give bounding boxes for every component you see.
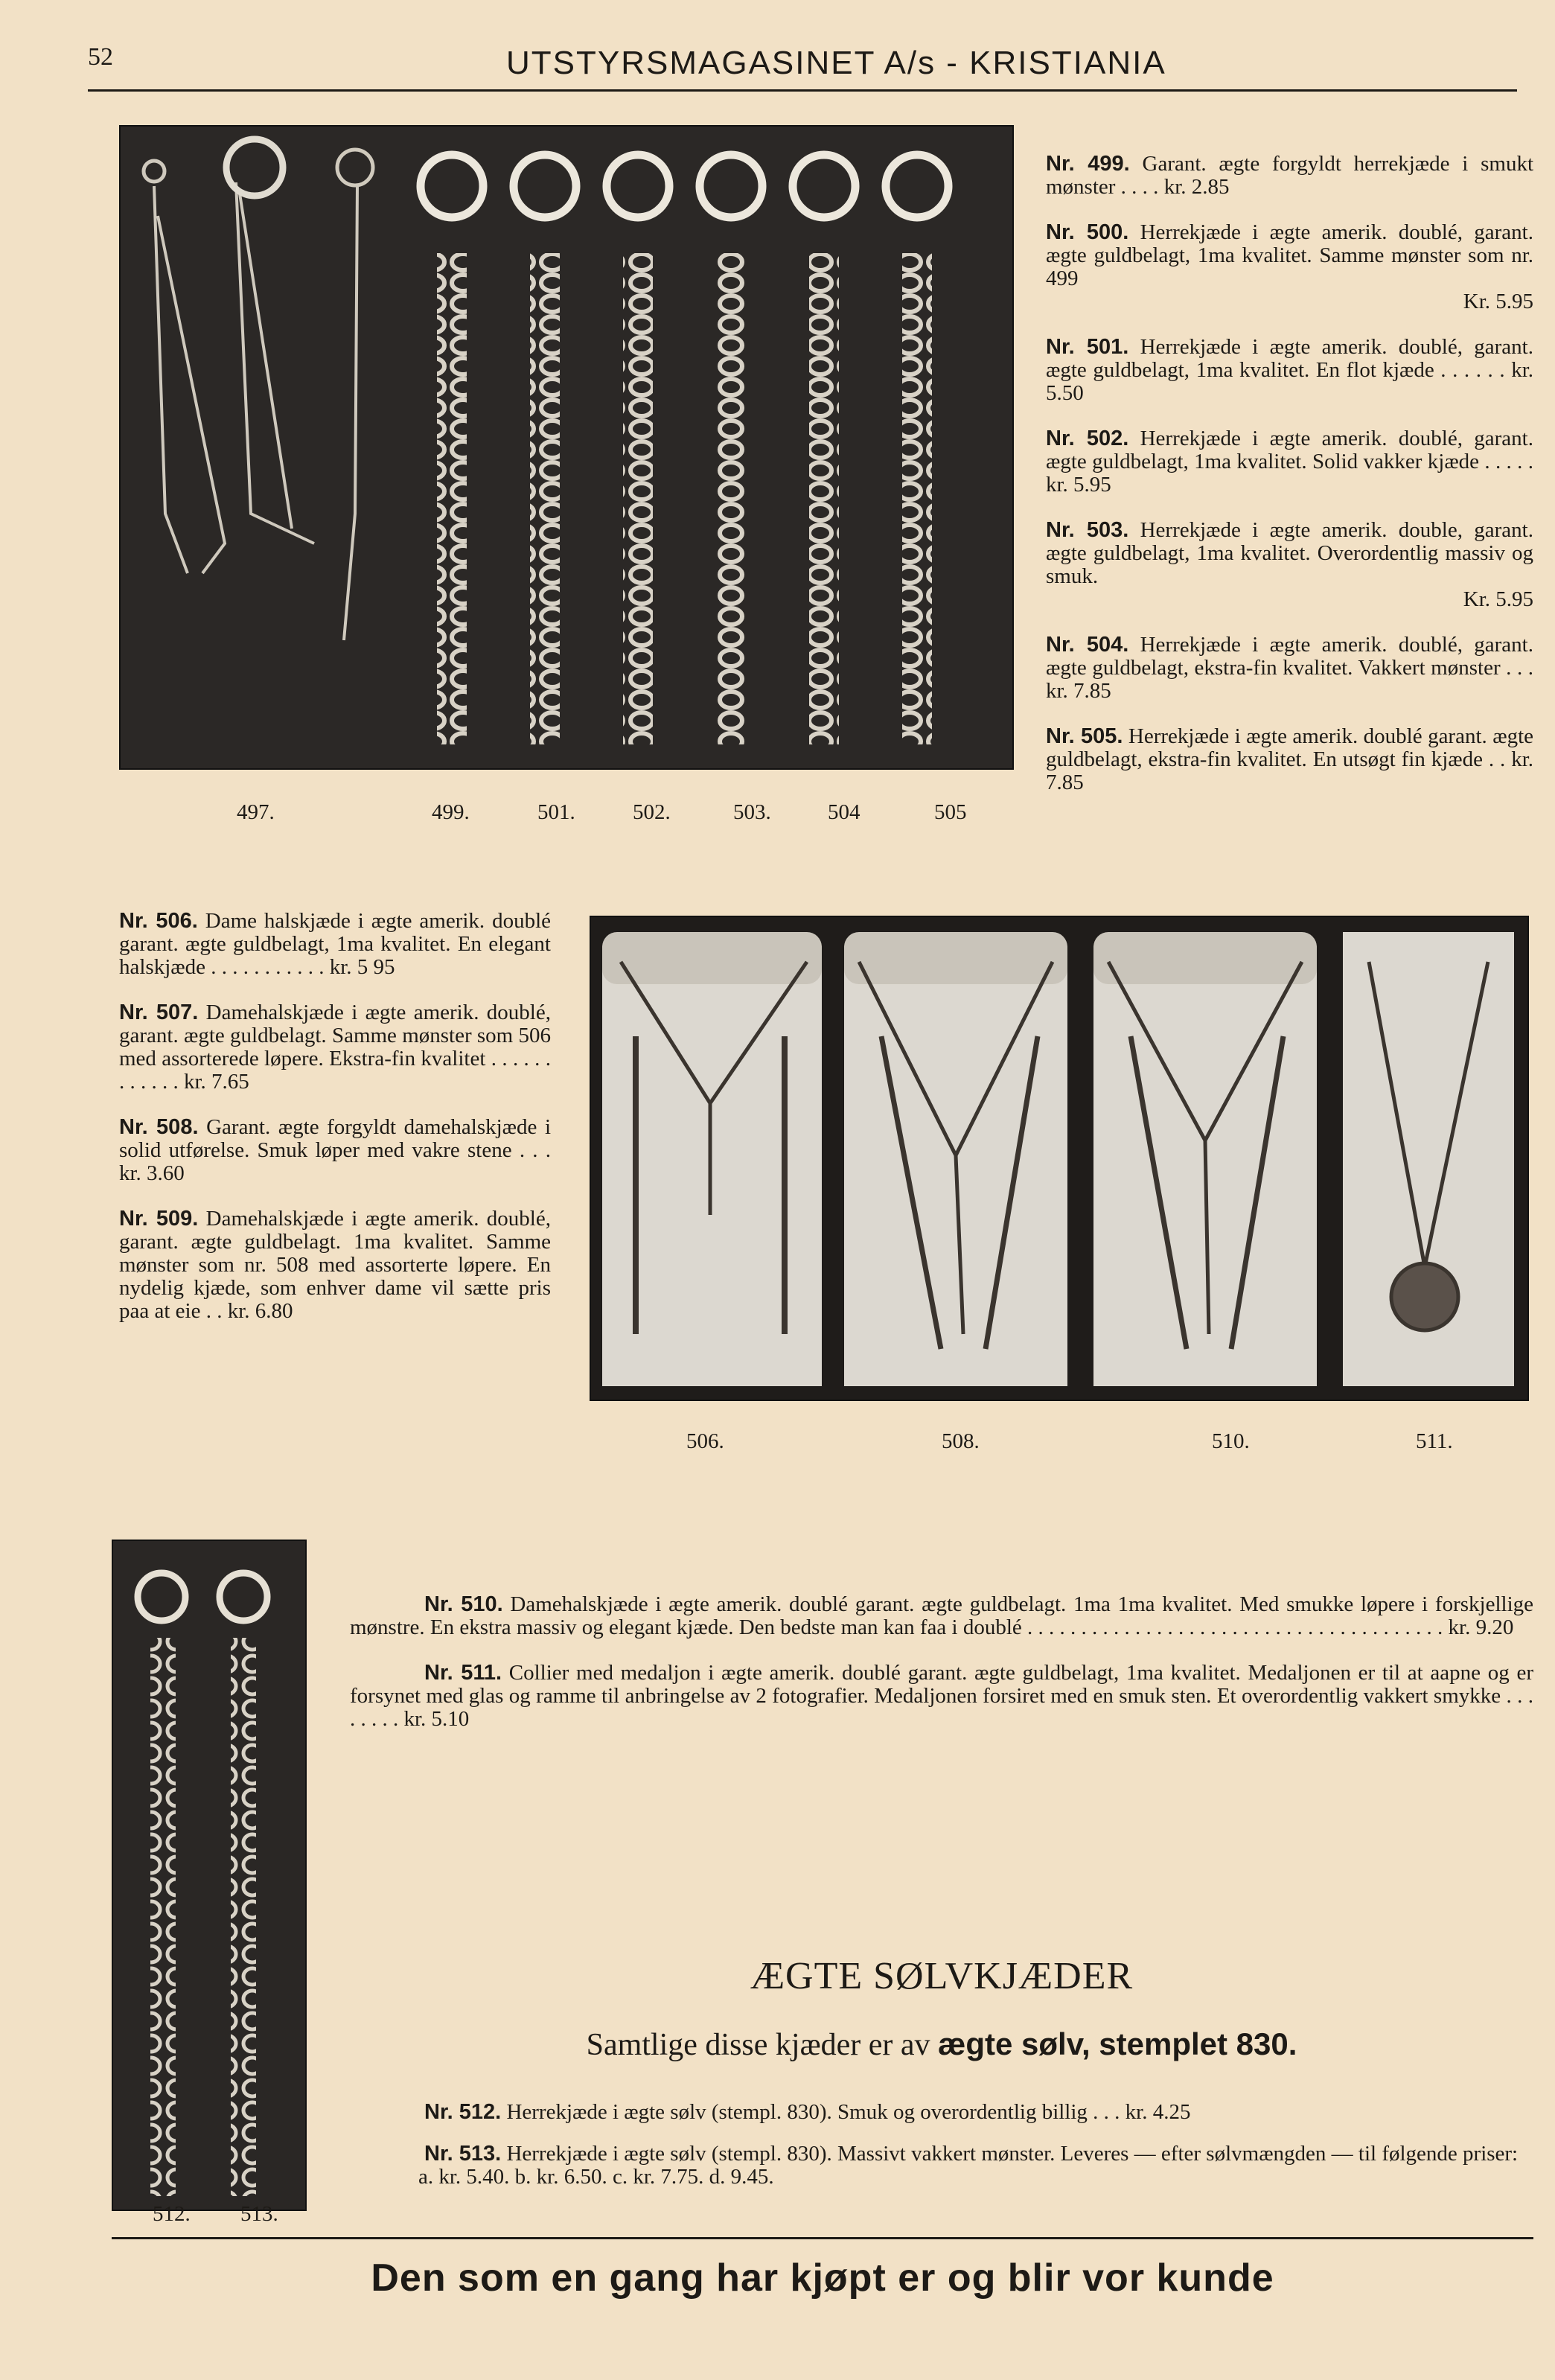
page-number: 52 (88, 43, 113, 71)
product-501: Nr. 501. Herrekjæde i ægte amerik. doublé, garant. ægte guldbelagt, 1ma kvalitet. En flot kjæde . . . . . . kr. 5.50 (1046, 335, 1534, 405)
product-511: Nr. 511. Collier med medaljon i ægte amerik. doublé garant. ægte guldbelagt, 1ma kvalitet. Medaljonen er til at aapne og er forsynet med glas og ramme til anbringelse av 2 fotografier. Medaljonen forsiret med en smuk sten. Et overordentlig vakkert smykke . . . . . . . . kr. 5.10 (350, 1661, 1533, 1731)
caption-510: 510. (1212, 1429, 1250, 1453)
product-510: Nr. 510. Damehalskjæde i ægte amerik. doublé garant. ægte guldbelagt. 1ma 1ma kvalitet. Med smukke løpere i forskjellige mønstre. En ekstra massiv og elegant kjæde. Den bedste man kan faa i doublé . . . . . . . . . . . . . . . . . . . . . . . . . . . . . . . . . . . . . . . kr. 9.20 (350, 1592, 1534, 1639)
caption-508: 508. (942, 1429, 980, 1453)
header-rule (88, 89, 1517, 92)
product-502: Nr. 502. Herrekjæde i ægte amerik. doublé, garant. ægte guldbelagt, 1ma kvalitet. Solid vakker kjæde . . . . . kr. 5.95 (1046, 427, 1533, 497)
product-list-lower (350, 1593, 1533, 1753)
silver-subheading: Samtlige disse kjæder er av ægte sølv, stemplet 830. (586, 2026, 1297, 2062)
footer-rule (112, 2237, 1533, 2239)
product-513-prices: a. kr. 5.40. b. kr. 6.50. c. kr. 7.75. d. 9.45. (418, 2165, 774, 2189)
product-512: Nr. 512. Herrekjæde i ægte sølv (stempl. 830). Smuk og overordentlig billig . . . kr. 4.25 (424, 2100, 1191, 2124)
photo-ladies-necklaces (590, 916, 1529, 1401)
product-503: Nr. 503. Herrekjæde i ægte amerik. double, garant. ægte guldbelagt, 1ma kvalitet. Overordentlig massiv og smuk. Kr. 5.95 (1046, 518, 1533, 611)
caption-505: 505 (934, 800, 967, 824)
product-509: Nr. 509. Damehalskjæde i ægte amerik. doublé, garant. ægte guldbelagt. 1ma kvalitet. Samme mønster som nr. 508 med assorterte løpere. En nydelig kjæde, som enhver dame vil sætte pris paa at eie . . kr. 6.80 (119, 1207, 551, 1323)
caption-497: 497. (237, 800, 275, 824)
caption-511: 511. (1416, 1429, 1453, 1453)
product-list-top (1046, 153, 1533, 817)
product-500: Nr. 500. Herrekjæde i ægte amerik. doublé, garant. ægte guldbelagt, 1ma kvalitet. Samme mønster som nr. 499 Kr. 5.95 (1046, 220, 1533, 313)
silver-heading: ÆGTE SØLVKJÆDER (750, 1955, 1134, 1997)
caption-503: 503. (733, 800, 771, 824)
photo-silver-chains (112, 1540, 307, 2211)
product-list-middle (119, 910, 551, 1345)
product-499: Nr. 499. Garant. ægte forgyldt herrekjæde i smukt mønster . . . . kr. 2.85 (1046, 152, 1533, 199)
product-508: Nr. 508. Garant. ægte forgyldt damehalskjæde i solid utførelse. Smuk løper med vakre stene . . . kr. 3.60 (119, 1115, 552, 1185)
product-list-silver (350, 2101, 1533, 2189)
photo-mens-chains (119, 125, 1014, 770)
product-506: Nr. 506. Dame halskjæde i ægte amerik. doublé garant. ægte guldbelagt, 1ma kvalitet. En elegant halskjæde . . . . . . . . . . . kr. 5 95 (119, 909, 551, 979)
caption-513: 513. (240, 2202, 278, 2226)
caption-502: 502. (633, 800, 671, 824)
product-513: Nr. 513. Herrekjæde i ægte sølv (stempl. 830). Massivt vakkert mønster. Leveres — efter sølvmængden — til følgende priser: (424, 2142, 1519, 2166)
product-507: Nr. 507. Damehalskjæde i ægte amerik. doublé, garant. ægte guldbelagt. Samme mønster som 506 med assorterede løpere. Ekstra-fin kvalitet . . . . . . . . . . . . kr. 7.65 (119, 1001, 551, 1094)
caption-501: 501. (537, 800, 575, 824)
product-505: Nr. 505. Herrekjæde i ægte amerik. doublé garant. ægte guldbelagt, ekstra-fin kvalitet. En utsøgt fin kjæde . . kr. 7.85 (1046, 724, 1534, 794)
product-504: Nr. 504. Herrekjæde i ægte amerik. doublé, garant. ægte guldbelagt, ekstra-fin kvalitet. Vakkert mønster . . . kr. 7.85 (1046, 633, 1533, 703)
caption-504: 504 (828, 800, 860, 824)
caption-506: 506. (686, 1429, 724, 1453)
caption-512: 512. (153, 2202, 191, 2226)
footer-slogan: Den som en gang har kjøpt er og blir vor kunde (371, 2256, 1274, 2300)
page-title: UTSTYRSMAGASINET A/s - KRISTIANIA (506, 45, 1166, 81)
caption-499: 499. (432, 800, 470, 824)
